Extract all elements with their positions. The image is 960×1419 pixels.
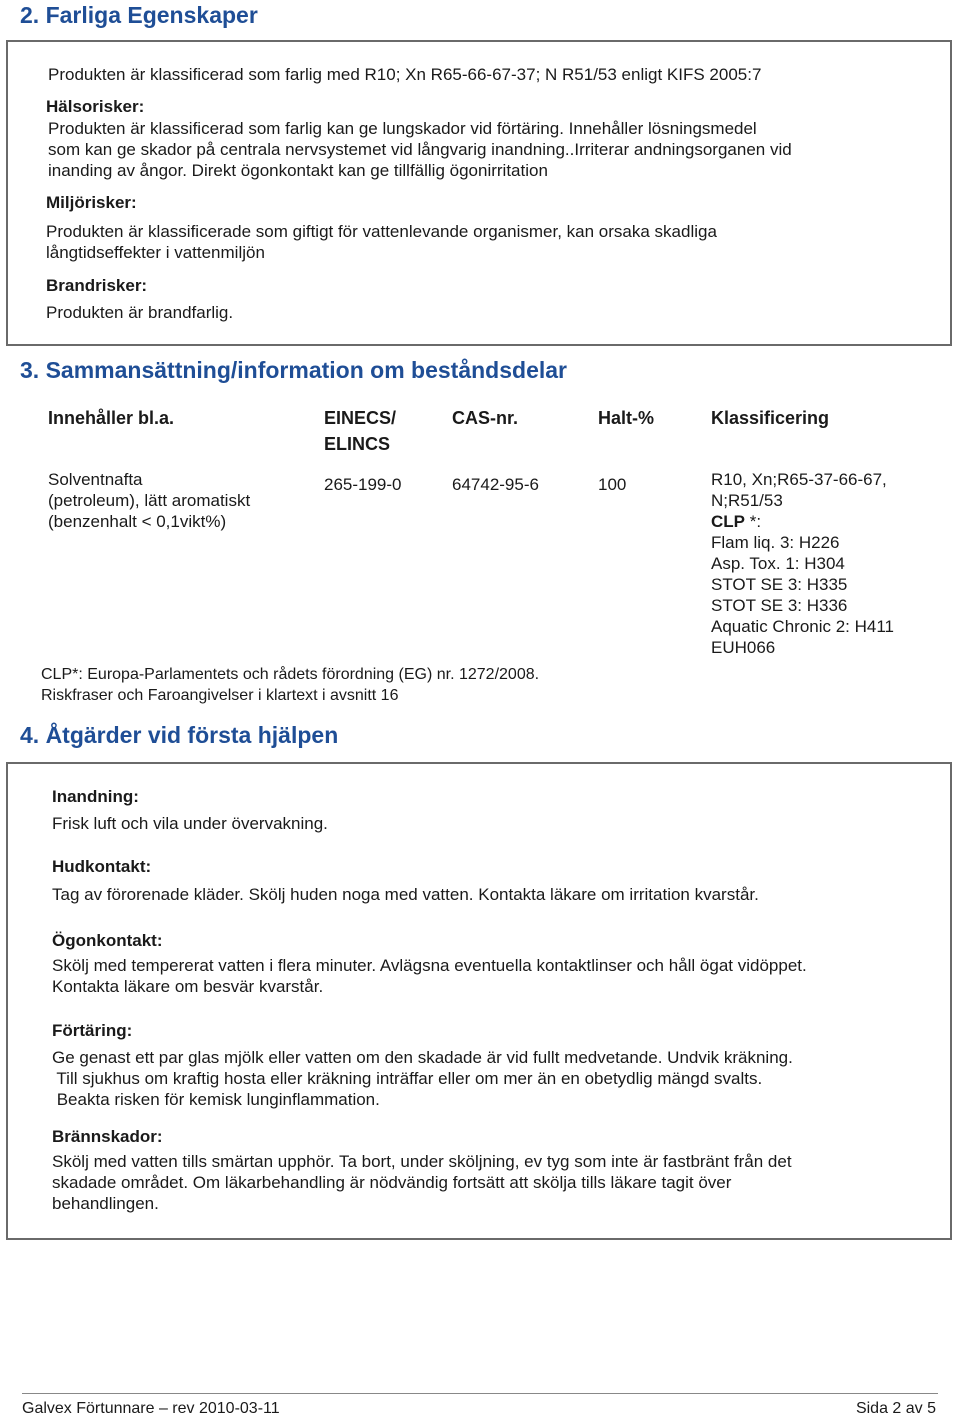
text-line: Skölj med tempererat vatten i flera minuter. Avlägsna eventuella kontaktlinser och håll ögat vidöppet. — [52, 956, 807, 975]
classification-list — [711, 469, 894, 658]
text-line: långtidseffekter i vattenmiljön — [46, 243, 265, 262]
eye-contact-label: Ögonkontakt: — [52, 931, 163, 950]
footer-document-info: Galvex Förtunnare – rev 2010-03-11 — [22, 1400, 280, 1417]
text-line: EUH066 — [711, 638, 776, 657]
header-percent: Halt-% — [598, 408, 655, 428]
clp-line — [711, 511, 894, 532]
risk-phrases-note: Riskfraser och Faroangivelser i klartext i avsnitt 16 — [41, 687, 399, 704]
clp-suffix: *: — [745, 512, 762, 531]
environment-risks-label: Miljörisker: — [46, 193, 137, 212]
text-line: (petroleum), lätt aromatiskt — [48, 491, 251, 510]
text-line: Till sjukhus om kraftig hosta eller kräkning inträffar eller om mer än en obetydlig mängd svalts. — [52, 1069, 763, 1088]
text-line: behandlingen. — [52, 1194, 159, 1213]
health-risks-text — [48, 118, 792, 181]
ingestion-text — [52, 1047, 793, 1110]
section-4-heading: 4. Åtgärder vid första hjälpen — [20, 722, 339, 748]
clp-label: CLP — [711, 512, 745, 531]
text-line: Flam liq. 3: H226 — [711, 533, 840, 552]
header-contains: Innehåller bl.a. — [48, 408, 175, 428]
skin-contact-text: Tag av förorenade kläder. Skölj huden noga med vatten. Kontakta läkare om irritation kvarstår. — [52, 885, 759, 904]
clp-footnote: CLP*: Europa-Parlamentets och rådets förordning (EG) nr. 1272/2008. — [41, 666, 540, 683]
eye-contact-text — [52, 955, 807, 997]
environment-risks-text — [46, 221, 717, 263]
einecs-value: 265-199-0 — [324, 475, 402, 494]
inhalation-text: Frisk luft och vila under övervakning. — [52, 814, 328, 833]
fire-risks-text: Produkten är brandfarlig. — [46, 303, 234, 322]
inhalation-label: Inandning: — [52, 787, 139, 806]
header-classification: Klassificering — [711, 408, 830, 428]
text-line: Solventnafta — [48, 470, 143, 489]
burns-label: Brännskador: — [52, 1127, 163, 1146]
text-line: R10, Xn;R65-37-66-67, — [711, 470, 887, 489]
header-elincs: ELINCS — [324, 434, 391, 454]
footer-page-number: Sida 2 av 5 — [855, 1400, 936, 1417]
text-line: STOT SE 3: H335 — [711, 575, 848, 594]
text-line: Ge genast ett par glas mjölk eller vatten om den skadade är vid fullt medvetande. Undvik kräkning. — [52, 1048, 793, 1067]
text-line: Beakta risken för kemisk lunginflammation. — [52, 1090, 380, 1109]
text-line: skadade området. Om läkarbehandling är nödvändig fortsätt att skölja tills läkare tagit över — [52, 1173, 732, 1192]
text-line: Kontakta läkare om besvär kvarstår. — [52, 977, 324, 996]
text-line: STOT SE 3: H336 — [711, 596, 848, 615]
percent-value: 100 — [598, 475, 627, 494]
skin-contact-label: Hudkontakt: — [52, 857, 152, 876]
footer-rule — [22, 1393, 938, 1394]
section-3-heading: 3. Sammansättning/information om beståndsdelar — [20, 357, 567, 383]
ingestion-label: Förtäring: — [52, 1021, 133, 1040]
substance-name — [48, 469, 250, 532]
fire-risks-label: Brandrisker: — [46, 276, 148, 295]
text-line: som kan ge skador på centrala nervsystemet vid långvarig inandning..Irriterar andningsorganen vid — [48, 140, 792, 159]
text-line: inanding av ångor. Direkt ögonkontakt kan ge tillfällig ögonirritation — [48, 161, 548, 180]
text-line: Aquatic Chronic 2: H411 — [711, 617, 895, 636]
health-risks-label: Hälsorisker: — [46, 97, 145, 116]
text-line: Asp. Tox. 1: H304 — [711, 554, 845, 573]
text-line: (benzenhalt < 0,1vikt%) — [48, 512, 227, 531]
classification-text: Produkten är klassificerad som farlig med R10; Xn R65-66-67-37; N R51/53 enligt KIFS 2005:7 — [48, 65, 762, 84]
text-line: Produkten är klassificerad som farlig kan ge lungskador vid förtäring. Innehåller lösningsmedel — [48, 119, 757, 138]
text-line: Produkten är klassificerade som giftigt för vattenlevande organismer, kan orsaka skadliga — [46, 222, 717, 241]
text-line: Skölj med vatten tills smärtan upphör. Ta bort, under sköljning, ev tyg som inte är fastbränt från det — [52, 1152, 792, 1171]
cas-value: 64742-95-6 — [452, 475, 539, 494]
text-line: N;R51/53 — [711, 491, 783, 510]
section-2-box — [6, 40, 952, 346]
burns-text — [52, 1151, 792, 1214]
header-cas: CAS-nr. — [452, 408, 519, 428]
section-2-heading: 2. Farliga Egenskaper — [20, 2, 258, 28]
header-einecs: EINECS/ — [324, 408, 397, 428]
